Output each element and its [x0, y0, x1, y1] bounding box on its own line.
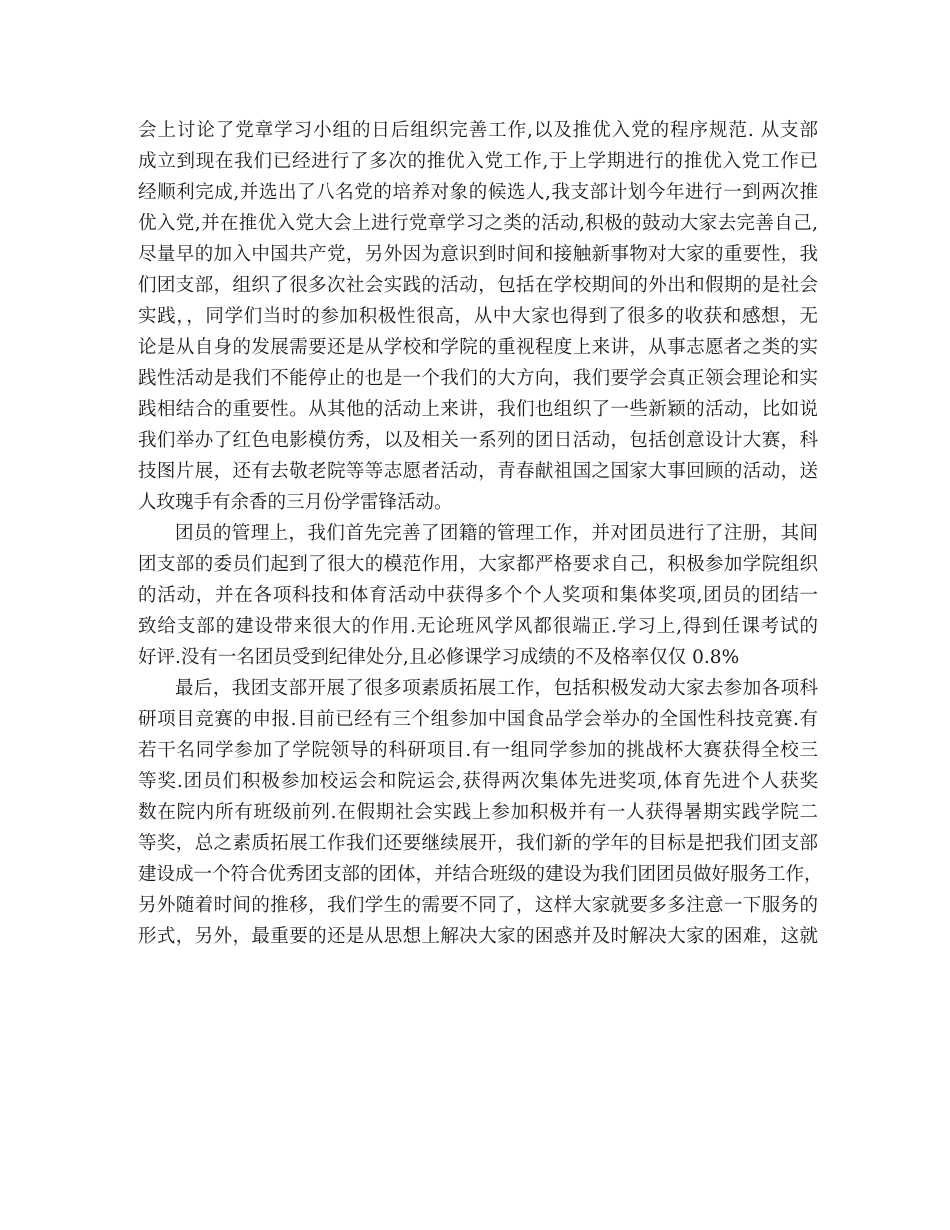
text-line: 等奖.团员们积极参加校运会和院运会,获得两次集体先进奖项,体育先进个人获奖 [138, 771, 818, 792]
text-line: 实践，，同学们当时的参加积极性很高，从中大家也得到了很多的收获和感想，无 [138, 306, 818, 327]
text-line: 建设成一个符合优秀团支部的团体，并结合班级的建设为我们团团员做好服务工作， [138, 864, 823, 885]
text-line: 好评.没有一名团员受到纪律处分,且必修课学习成绩的不及格率仅仅 0.8% [138, 647, 740, 668]
text-line: 经顺利完成,并选出了八名党的培养对象的候选人,我支部计划今年进行一到两次推 [138, 182, 818, 203]
text-line: 若干名同学参加了学院领导的科研项目.有一组同学参加的挑战杯大赛获得全校三 [138, 740, 818, 761]
text-line: 致给支部的建设带来很大的作用.无论班风学风都很端正.学习上,得到任课考试的 [138, 616, 818, 637]
paragraph [138, 518, 818, 673]
text-line: 会上讨论了党章学习小组的日后组织完善工作,以及推优入党的程序规范. 从支部 [138, 120, 818, 141]
text-line: 团员的管理上，我们首先完善了团籍的管理工作，并对团员进行了注册，其间 [175, 523, 818, 544]
paragraph [138, 115, 818, 518]
text-line: 尽量早的加入中国共产党，另外因为意识到时间和接触新事物对大家的重要性，我 [138, 244, 818, 265]
document-body [138, 115, 823, 952]
text-line: 我们举办了红色电影模仿秀，以及相关一系列的团日活动，包括创意设计大赛，科 [138, 430, 818, 451]
text-line: 团支部的委员们起到了很大的模范作用，大家都严格要求自己，积极参加学院组织 [138, 554, 818, 575]
text-line: 形式，另外，最重要的还是从思想上解决大家的困惑并及时解决大家的困难，这就 [138, 926, 818, 947]
paragraph [138, 673, 823, 952]
text-line: 践性活动是我们不能停止的也是一个我们的大方向，我们要学会真正领会理论和实 [138, 368, 818, 389]
text-line: 研项目竞赛的申报.目前已经有三个组参加中国食品学会举办的全国性科技竞赛.有 [138, 709, 818, 730]
text-line: 优入党,并在推优入党大会上进行党章学习之类的活动,积极的鼓动大家去完善自己, [138, 213, 818, 234]
text-line: 等奖，总之素质拓展工作我们还要继续展开，我们新的学年的目标是把我们团支部 [138, 833, 818, 854]
text-line: 另外随着时间的推移，我们学生的需要不同了，这样大家就要多多注意一下服务的 [138, 895, 818, 916]
text-line: 践相结合的重要性。从其他的活动上来讲，我们也组织了一些新颖的活动，比如说 [138, 399, 818, 420]
text-line: 成立到现在我们已经进行了多次的推优入党工作,于上学期进行的推优入党工作已 [138, 151, 818, 172]
text-line: 数在院内所有班级前列.在假期社会实践上参加积极并有一人获得暑期实践学院二 [138, 802, 818, 823]
text-line: 人玫瑰手有余香的三月份学雷锋活动。 [138, 492, 453, 513]
text-line: 技图片展，还有去敬老院等等志愿者活动，青春献祖国之国家大事回顾的活动，送 [138, 461, 818, 482]
text-line: 的活动，并在各项科技和体育活动中获得多个个人奖项和集体奖项,团员的团结一 [138, 585, 818, 606]
text-line: 最后，我团支部开展了很多项素质拓展工作，包括积极发动大家去参加各项科 [175, 678, 818, 699]
text-line: 论是从自身的发展需要还是从学校和学院的重视程度上来讲，从事志愿者之类的实 [138, 337, 818, 358]
text-line: 们团支部，组织了很多次社会实践的活动，包括在学校期间的外出和假期的是社会 [138, 275, 818, 296]
